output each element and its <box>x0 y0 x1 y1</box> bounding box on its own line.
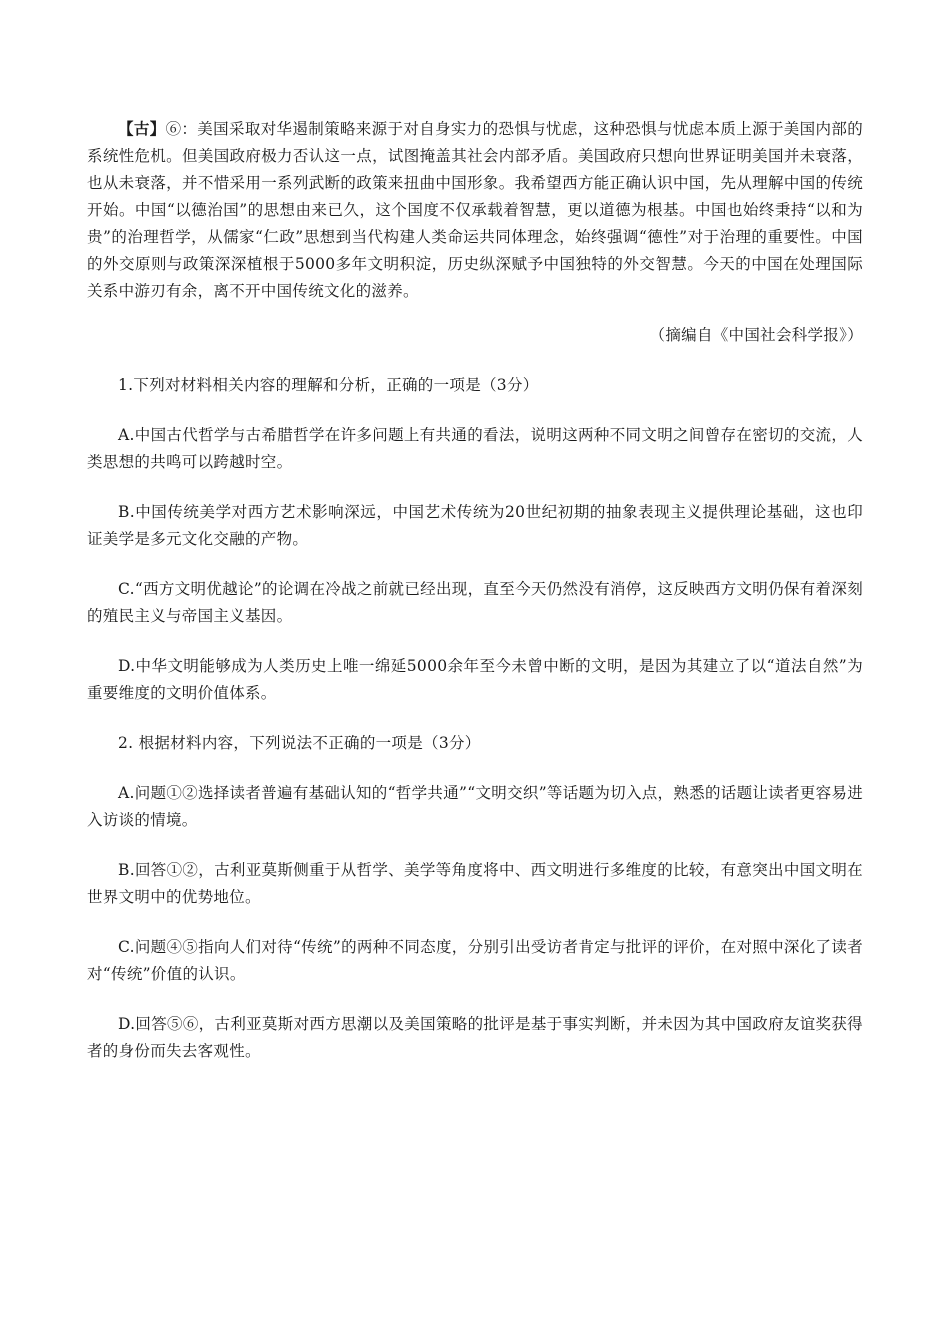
question-1-stem: 1.下列对材料相关内容的理解和分析，正确的一项是（3分） <box>118 376 539 394</box>
question-2-option-a: A.问题①②选择读者普遍有基础认知的“哲学共通”“文明交织”等话题为切入点，熟悉的话题让读者更容易进入访谈的情境。 <box>87 784 863 829</box>
question-1-option-d: D.中华文明能够成为人类历史上唯一绵延5000余年至今未曾中断的文明，是因为其建立了以“道法自然”为重要维度的文明价值体系。 <box>87 657 863 702</box>
document-page <box>87 115 863 1088</box>
question-2-option-d: D.回答⑤⑥，古利亚莫斯对西方思潮以及美国策略的批评是基于事实判断，并未因为其中国政府友谊奖获得者的身份而失去客观性。 <box>87 1015 863 1060</box>
passage-paragraph <box>87 115 863 305</box>
question-2-stem: 2. 根据材料内容，下列说法不正确的一项是（3分） <box>118 734 481 752</box>
paragraph-marker: ⑥： <box>165 120 198 138</box>
source-citation: （摘编自《中国社会科学报》） <box>649 326 863 344</box>
speaker-label: 【古】 <box>118 119 166 138</box>
passage-text: 美国采取对华遏制策略来源于对自身实力的恐惧与忧虑，这种恐惧与忧虑本质上源于美国内部的系统性危机。但美国政府极力否认这一点，试图掩盖其社会内部矛盾。美国政府只想向世界证明美国并未衰落，也从未衰落，并不惜采用一系列武断的政策来扭曲中国形象。我希望西方能正确认识中国，先从理解中国的传统开始。中国“以德治国”的思想由来已久，这个国度不仅承载着智慧，更以道德为根基。中国也始终秉持“以和为贵”的治理哲学，从儒家“仁政”思想到当代构建人类命运共同体理念，始终强调“德性”对于治理的重要性。中国的外交原则与政策深深植根于5000多年文明积淀，历史纵深赋予中国独特的外交智慧。今天的中国在处理国际关系中游刃有余，离不开中国传统文化的滋养。 <box>87 120 864 300</box>
question-1-option-a: A.中国古代哲学与古希腊哲学在许多问题上有共通的看法，说明这两种不同文明之间曾存在密切的交流，人类思想的共鸣可以跨越时空。 <box>87 426 863 471</box>
question-2-option-c: C.问题④⑤指向人们对待“传统”的两种不同态度，分别引出受访者肯定与批评的评价，在对照中深化了读者对“传统”价值的认识。 <box>87 938 863 983</box>
question-1-option-b: B.中国传统美学对西方艺术影响深远，中国艺术传统为20世纪初期的抽象表现主义提供理论基础，这也印证美学是多元文化交融的产物。 <box>87 503 863 548</box>
question-1-option-c: C.“西方文明优越论”的论调在冷战之前就已经出现，直至今天仍然没有消停，这反映西方文明仍保有着深刻的殖民主义与帝国主义基因。 <box>87 580 863 625</box>
question-2-option-b: B.回答①②，古利亚莫斯侧重于从哲学、美学等角度将中、西文明进行多维度的比较，有意突出中国文明在世界文明中的优势地位。 <box>87 861 863 906</box>
